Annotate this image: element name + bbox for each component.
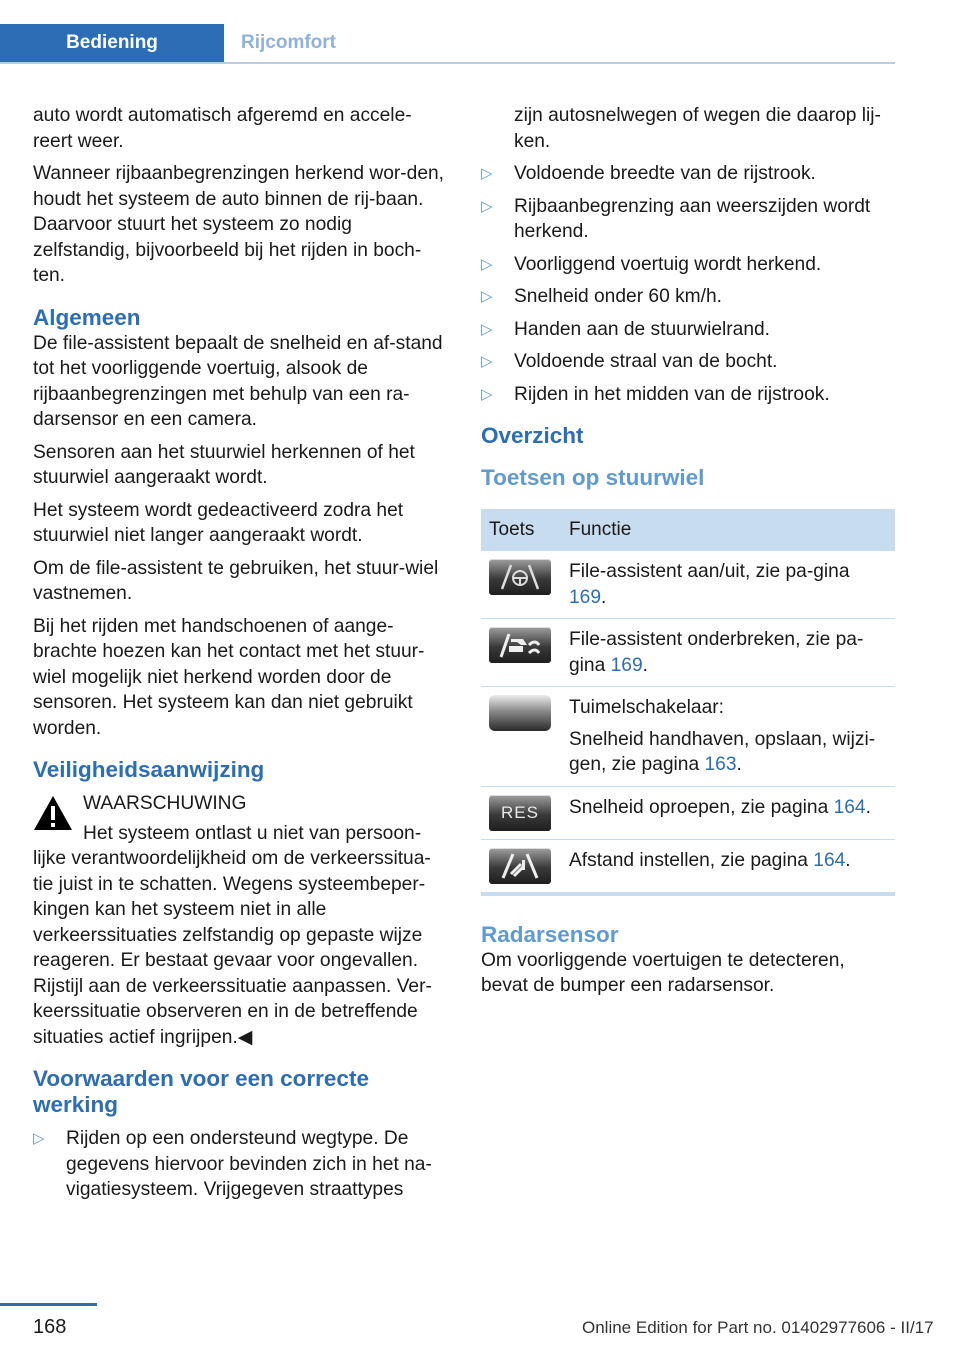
punctuation: . bbox=[736, 754, 742, 775]
function-text: File-assistent aan/uit, zie pa-gina bbox=[569, 561, 850, 582]
list-item-text: Rijden in het midden van de rijstrook. bbox=[514, 383, 830, 405]
chapter-tabbar bbox=[0, 24, 895, 64]
table-row bbox=[481, 839, 895, 894]
paragraph: Wanneer rijbaanbegrenzingen herkend wor-den, houdt het systeem de auto binnen de rij-baan. Daarvoor stuurt het systeem zo nodig zelfstandig, bijvoorbeeld bij het rijden in boch-ten. bbox=[33, 163, 445, 286]
function-title: Tuimelschakelaar: bbox=[569, 697, 724, 718]
list-item-text: Snelheid onder 60 km/h. bbox=[514, 286, 722, 307]
heading-algemeen: Algemeen bbox=[33, 304, 141, 330]
list-item bbox=[481, 284, 895, 310]
list-item bbox=[33, 1126, 447, 1203]
column-header-functie: Functie bbox=[561, 509, 895, 551]
page-link[interactable]: 163 bbox=[704, 754, 737, 775]
punctuation: . bbox=[865, 796, 871, 818]
page-link[interactable]: 169 bbox=[569, 586, 602, 608]
triangle-bullet-icon: ▷ bbox=[481, 165, 493, 182]
warning-title: WAARSCHUWING bbox=[83, 793, 247, 814]
key-cell bbox=[481, 786, 561, 839]
list-item-text: Voorliggend voertuig wordt herkend. bbox=[514, 253, 822, 275]
list-item bbox=[481, 252, 895, 278]
list-item-text: Rijbaanbegrenzing aan weerszijden wordt herkend. bbox=[514, 195, 871, 242]
column-header-toets: Toets bbox=[481, 509, 561, 551]
footer-rule bbox=[0, 1303, 97, 1306]
triangle-bullet-icon: ▷ bbox=[481, 385, 493, 403]
right-column bbox=[481, 103, 895, 1006]
paragraph: Sensoren aan het stuurwiel herkennen of het stuurwiel aangeraakt wordt. bbox=[33, 441, 415, 488]
warning-text: Het systeem ontlast u niet van persoon-lijke verantwoordelijkheid om de verkeerssitua-tie juist in te schatten. Wegens systeembeper-kingen kan het systeem niet in alle verkeerssituaties zelfstandig op gepaste wijze reageren. Er bestaat gevaar voor ongevallen. Rijstijl aan de verkeerssituatie aanpassen. Ver-keerssituatie observeren en in de betreffende situaties actief ingrijpen.◀ bbox=[33, 822, 432, 1048]
key-cell bbox=[481, 839, 561, 894]
list-item bbox=[481, 161, 895, 187]
list-item-continuation: zijn autosnelwegen of wegen die daarop lij-ken. bbox=[514, 105, 881, 152]
rocker-switch-icon bbox=[489, 695, 551, 731]
list-item-text: Handen aan de stuurwielrand. bbox=[514, 318, 771, 340]
list-item-text: Rijden op een ondersteund wegtype. De gegevens hiervoor bevinden zich in het na-vigatiesysteem. Vrijgegeven straattypes bbox=[66, 1128, 432, 1200]
keys-table bbox=[481, 509, 895, 896]
paragraph: Om de file-assistent te gebruiken, het stuur-wiel vastnemen. bbox=[33, 557, 439, 604]
paragraph: Bij het rijden met handschoenen of aange-brachte hoezen kan het contact met het stuur-wiel mogelijk niet herkend worden door de sensoren. Het systeem kan dan niet gebruikt worden. bbox=[33, 615, 425, 739]
punctuation: . bbox=[642, 654, 648, 676]
function-cell bbox=[561, 619, 895, 687]
function-text: Snelheid handhaven, opslaan, wijzi-gen, zie pagina bbox=[569, 728, 876, 775]
function-cell bbox=[561, 839, 895, 894]
distance-icon bbox=[489, 848, 551, 884]
key-cell bbox=[481, 619, 561, 687]
paragraph: De file-assistent bepaalt de snelheid en af-stand tot het voorliggende voertuig, alsook de rijbaanbegrenzingen met behulp van een ra-darsensor en een camera. bbox=[33, 332, 443, 430]
page-link[interactable]: 164 bbox=[813, 849, 846, 871]
lane-assist-steering-icon bbox=[489, 559, 551, 595]
page-link[interactable]: 164 bbox=[833, 796, 866, 818]
table-row bbox=[481, 619, 895, 687]
warning-block bbox=[33, 791, 447, 1050]
conditions-list-continued bbox=[481, 161, 895, 407]
triangle-bullet-icon: ▷ bbox=[481, 255, 493, 273]
punctuation: . bbox=[601, 586, 607, 608]
page-link[interactable]: 169 bbox=[610, 654, 643, 676]
warning-triangle-icon bbox=[33, 795, 73, 839]
res-key-label: RES bbox=[501, 802, 539, 822]
heading-radarsensor: Radarsensor bbox=[481, 921, 619, 947]
tab-rijcomfort[interactable]: Rijcomfort bbox=[241, 32, 336, 53]
function-text: Snelheid oproepen, zie pagina bbox=[569, 796, 834, 818]
triangle-bullet-icon: ▷ bbox=[481, 288, 493, 305]
list-item bbox=[481, 194, 895, 245]
triangle-bullet-icon: ▷ bbox=[33, 1130, 45, 1147]
function-text: Afstand instellen, zie pagina bbox=[569, 849, 814, 871]
pause-assistant-icon bbox=[489, 627, 551, 663]
paragraph: Om voorliggende voertuigen te detecteren, bevat de bumper een radarsensor. bbox=[481, 949, 845, 996]
punctuation: . bbox=[845, 849, 851, 871]
heading-veiligheid: Veiligheidsaanwijzing bbox=[33, 757, 265, 782]
key-cell bbox=[481, 551, 561, 619]
function-cell bbox=[561, 551, 895, 619]
table-row bbox=[481, 786, 895, 839]
edition-note: Online Edition for Part no. 01402977606 - II/17 bbox=[582, 1318, 934, 1337]
list-item bbox=[481, 382, 895, 408]
triangle-bullet-icon: ▷ bbox=[481, 320, 493, 338]
page-number: 168 bbox=[33, 1316, 67, 1338]
paragraph: Het systeem wordt gedeactiveerd zodra het stuurwiel niet langer aangeraakt wordt. bbox=[33, 499, 404, 546]
function-cell bbox=[561, 786, 895, 839]
list-item-text: Voldoende breedte van de rijstrook. bbox=[514, 163, 816, 184]
table-header-row bbox=[481, 509, 895, 551]
conditions-list bbox=[33, 1126, 447, 1203]
heading-voorwaarden: Voorwaarden voor een correcte werking bbox=[33, 1066, 369, 1117]
heading-toetsen: Toetsen op stuurwiel bbox=[481, 465, 705, 490]
left-column bbox=[33, 103, 447, 1210]
list-item-text: Voldoende straal van de bocht. bbox=[514, 351, 778, 372]
heading-overzicht: Overzicht bbox=[481, 423, 584, 448]
triangle-bullet-icon: ▷ bbox=[481, 353, 493, 370]
tab-bediening[interactable]: Bediening bbox=[0, 24, 224, 62]
function-cell bbox=[561, 687, 895, 787]
res-button-icon bbox=[489, 795, 551, 831]
function-text: File-assistent onderbreken, zie pa-gina bbox=[569, 629, 864, 676]
key-cell bbox=[481, 687, 561, 787]
triangle-bullet-icon: ▷ bbox=[481, 197, 493, 215]
paragraph: auto wordt automatisch afgeremd en accele-reert weer. bbox=[33, 105, 412, 152]
table-row bbox=[481, 687, 895, 787]
list-item bbox=[481, 317, 895, 343]
table-row bbox=[481, 551, 895, 619]
list-item bbox=[481, 349, 895, 375]
